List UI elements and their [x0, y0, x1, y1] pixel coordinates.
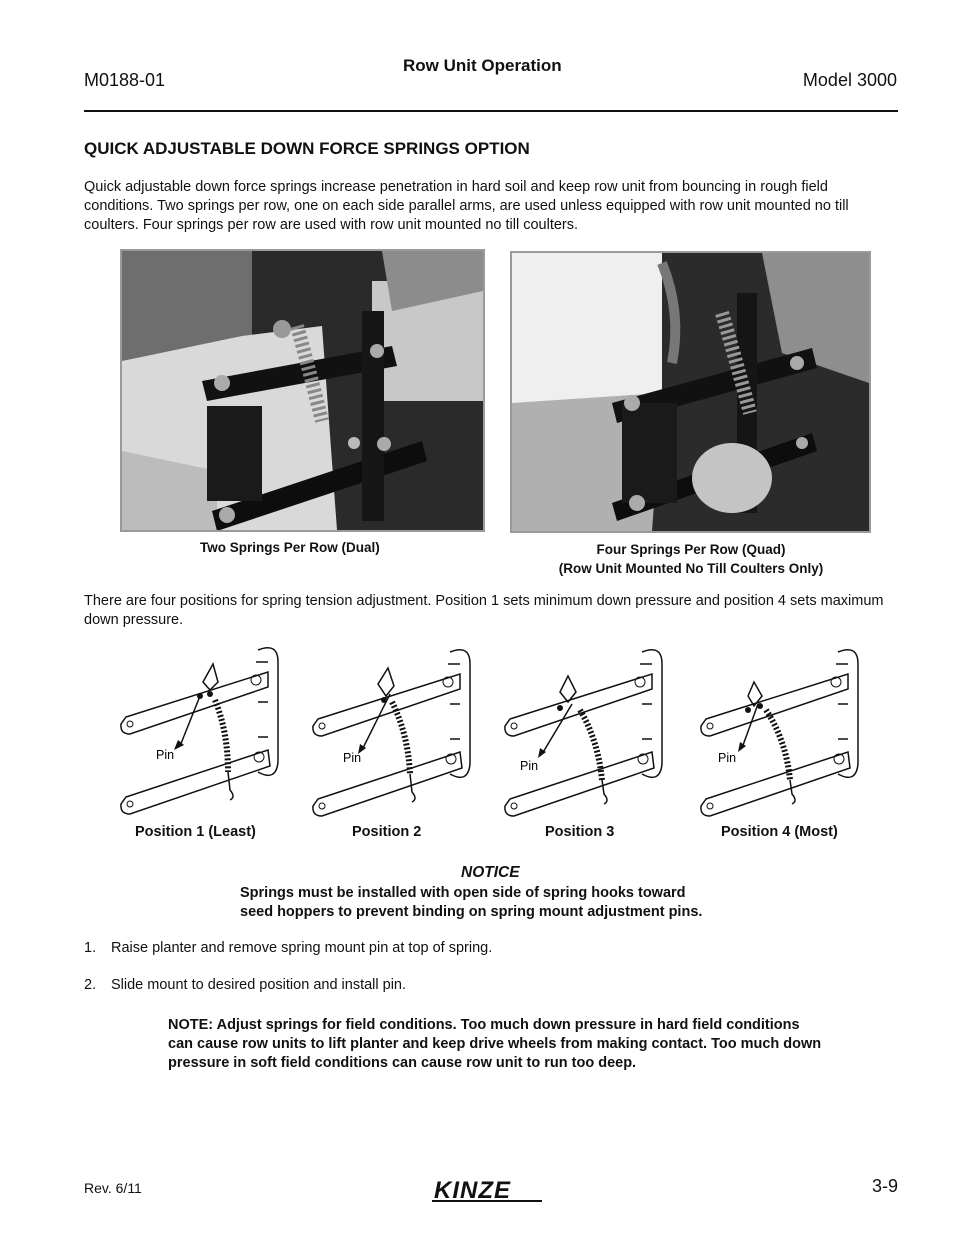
quad-photo-caption: [510, 540, 872, 578]
note-line3: pressure in soft field conditions can cause row unit to run too deep.: [168, 1055, 637, 1071]
pin-label-3: Pin: [520, 759, 539, 773]
diagram-position-2: [310, 644, 475, 822]
intro-paragraph: Quick adjustable down force springs increase penetration in hard soil and keep row unit from bouncing in rough field conditions. Two springs per row, one on each side parallel arms, are used unless equipped with row unit mounted no till coulters. Four springs per row are used with row unit mounted no till coulters.: [84, 179, 849, 233]
notice-line2: seed hoppers to prevent binding on spring mount adjustment pins.: [240, 904, 703, 920]
positions-paragraph: There are four positions for spring tension adjustment. Position 1 sets minimum down pressure and position 4 sets maximum down pressure.: [84, 593, 884, 628]
section-title: QUICK ADJUSTABLE DOWN FORCE SPRINGS OPTION: [84, 139, 530, 158]
document-number: M0188-01: [84, 70, 166, 90]
step-1: [84, 940, 492, 956]
pin-label-4: Pin: [718, 751, 737, 765]
section-header: Row Unit Operation: [403, 56, 562, 75]
caption-position-1: Position 1 (Least): [135, 824, 256, 840]
quad-caption-line1: Four Springs Per Row (Quad): [596, 542, 786, 557]
revision-label: Rev. 6/11: [84, 1180, 142, 1196]
caption-position-4: Position 4 (Most): [721, 824, 838, 840]
kinze-logo: [430, 1175, 550, 1210]
step-1-text: Raise planter and remove spring mount pin at top of spring.: [111, 940, 493, 956]
step-2-number: 2.: [84, 977, 97, 993]
quad-caption-line2: (Row Unit Mounted No Till Coulters Only): [558, 561, 824, 576]
diagram-position-4: [698, 644, 863, 822]
step-2-text: Slide mount to desired position and install pin.: [111, 977, 407, 993]
diagram-position-3: [502, 644, 667, 822]
model-label: Model 3000: [802, 70, 897, 90]
step-2: [84, 977, 406, 993]
notice-body: [240, 884, 780, 922]
quad-springs-photo: [510, 251, 871, 533]
pin-label-1: Pin: [156, 748, 175, 762]
note-line2: can cause row units to lift planter and keep drive wheels from making contact. Too much down: [168, 1036, 822, 1052]
step-1-number: 1.: [84, 940, 97, 956]
diagram-position-1: [118, 642, 283, 820]
caption-position-2: Position 2: [352, 824, 422, 840]
notice-title: NOTICE: [461, 864, 520, 881]
notice-line1: Springs must be installed with open side of spring hooks toward: [240, 885, 686, 901]
page-number: 3-9: [871, 1176, 898, 1196]
note-line1: NOTE: Adjust springs for field conditions. Too much down pressure in hard field conditions: [168, 1017, 800, 1033]
pin-label-2: Pin: [343, 751, 362, 765]
dual-springs-photo: [120, 249, 485, 532]
caption-position-3: Position 3: [545, 824, 615, 840]
note-block: [168, 1016, 888, 1073]
header-rule: [84, 110, 898, 112]
logo-text: KINZE: [434, 1177, 511, 1204]
dual-photo-caption: Two Springs Per Row (Dual): [200, 540, 380, 555]
